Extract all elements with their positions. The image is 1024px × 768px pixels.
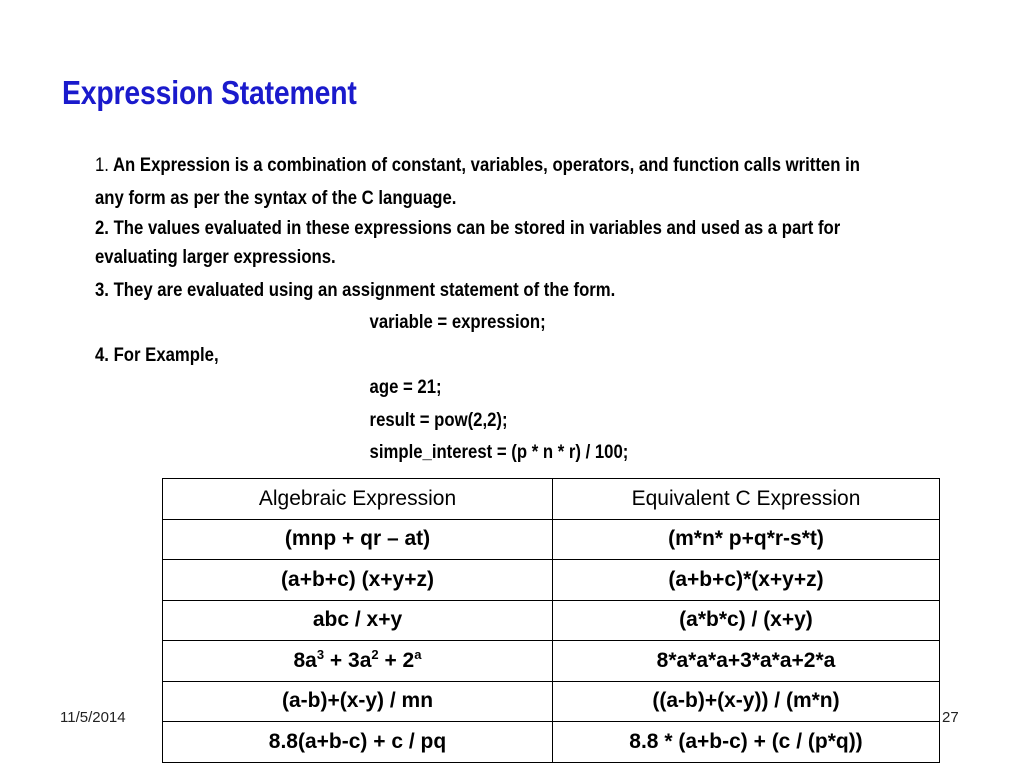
- c-expression-cell: ((a-b)+(x-y)) / (m*n): [553, 681, 940, 722]
- algebraic-cell: [163, 641, 553, 682]
- header-algebraic: Algebraic Expression: [163, 479, 553, 520]
- algebraic-cell: abc / x+y: [163, 600, 553, 641]
- algebraic-term: 8a: [293, 648, 317, 672]
- point-1-line-1: [95, 150, 957, 183]
- point-2-line-1: 2. The values evaluated in these expressions can be stored in variables and used as a part for: [95, 218, 841, 239]
- slide-body: [95, 150, 957, 470]
- example-code-3: simple_interest = (p * n * r) / 100;: [369, 442, 629, 463]
- point-2-line-2: evaluating larger expressions.: [95, 247, 336, 268]
- point-1-text: An Expression is a combination of constant, variables, operators, and function calls written in: [108, 155, 860, 176]
- table-row: [163, 681, 940, 722]
- page-number: 27: [942, 709, 959, 726]
- table-row: [163, 600, 940, 641]
- c-expression-cell: 8*a*a*a+3*a*a+2*a: [553, 641, 940, 682]
- c-expression-cell: (a+b+c)*(x+y+z): [553, 560, 940, 601]
- algebraic-cell: (a-b)+(x-y) / mn: [163, 681, 553, 722]
- algebraic-term: + 3a: [324, 648, 372, 672]
- table-row: [163, 722, 940, 763]
- algebraic-term: + 2: [378, 648, 415, 672]
- slide-title: Expression Statement: [62, 74, 357, 111]
- exponent: a: [414, 646, 422, 662]
- c-expression-cell: (a*b*c) / (x+y): [553, 600, 940, 641]
- table-row: [163, 560, 940, 601]
- exponent: 3: [316, 646, 325, 662]
- table-header-row: [163, 479, 940, 520]
- example-code-2: result = pow(2,2);: [369, 409, 508, 431]
- c-expression-cell: (m*n* p+q*r-s*t): [553, 519, 940, 560]
- header-c-expression: Equivalent C Expression: [553, 479, 940, 520]
- point-3: 3. They are evaluated using an assignment statement of the form.: [95, 279, 616, 301]
- example-code-1: age = 21;: [369, 377, 442, 398]
- exponent: 2: [371, 646, 379, 662]
- assignment-form-code: variable = expression;: [369, 312, 546, 333]
- table-row: [163, 519, 940, 560]
- footer-date: 11/5/2014: [60, 709, 126, 726]
- point-1-line-2: any form as per the syntax of the C language.: [95, 187, 457, 209]
- algebraic-cell: (mnp + qr – at): [163, 519, 553, 560]
- algebraic-cell: (a+b+c) (x+y+z): [163, 560, 553, 601]
- point-1-number: 1.: [95, 155, 109, 176]
- algebraic-cell: 8.8(a+b-c) + c / pq: [163, 722, 553, 763]
- c-expression-cell: 8.8 * (a+b-c) + (c / (p*q)): [553, 722, 940, 763]
- table-row: [163, 641, 940, 682]
- expression-table: [162, 478, 940, 763]
- point-4: 4. For Example,: [95, 344, 219, 366]
